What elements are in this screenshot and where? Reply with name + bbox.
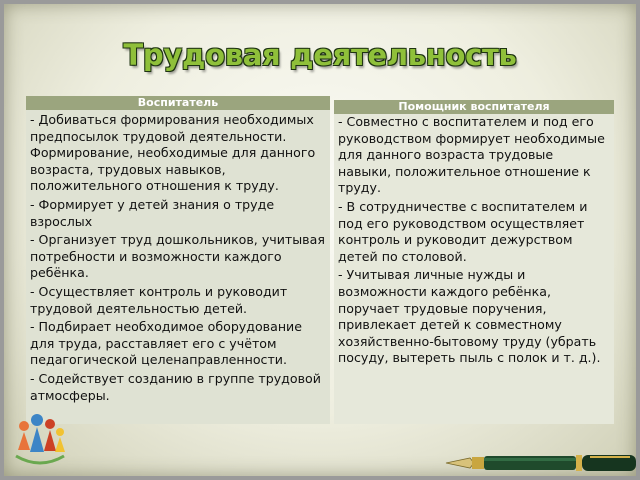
educator-duty-item: - Осуществляет контроль и руководит трудовой деятельностью детей. — [30, 283, 288, 316]
children-family-logo-icon — [10, 404, 70, 474]
slide — [4, 4, 636, 476]
assistant-duty-item: - В сотрудничестве с воспитателем и под его руководством осуществляет контроль и руководит дежурством детей по столовой. — [338, 198, 588, 264]
assistant-duty-item: - Учитывая личные нужды и возможности каждого ребёнка, поручает трудовые поручения, привлекает детей к совместному хозяйственно-бытовому труду (убрать посуду, вытереть пыль с полок и т. д.). — [338, 267, 601, 366]
fountain-pen-icon — [444, 452, 636, 474]
column-header-assistant: Помощник воспитателя — [334, 100, 614, 114]
column-body-educator — [26, 110, 330, 424]
educator-duty-item: - Добиваться формирования необходимых предпосылок трудовой деятельности. Формирование, необходимые для данного возраста, трудовых навыков, положительного отношения к труду. — [30, 112, 316, 194]
column-body-assistant — [334, 114, 614, 424]
comparison-table — [26, 94, 614, 424]
column-header-educator: Воспитатель — [26, 96, 330, 110]
assistant-duty-item: - Совместно с воспитателем и под его руководством формирует необходимые для данного возраста трудовые навыки, положительное отношение к труду. — [338, 114, 605, 196]
educator-duty-item: - Подбирает необходимое оборудование для труда, расставляет его с учётом педагогической целенаправленности. — [30, 319, 302, 368]
educator-duty-item: - Организует труд дошкольников, учитывая потребности и возможности каждого ребёнка. — [30, 232, 325, 281]
educator-duty-item: - Формирует у детей знания о труде взрослых — [30, 196, 275, 229]
educator-duty-item: - Содействует созданию в группе трудовой атмосферы. — [30, 370, 321, 403]
slide-title: Трудовая деятельность — [123, 38, 517, 72]
